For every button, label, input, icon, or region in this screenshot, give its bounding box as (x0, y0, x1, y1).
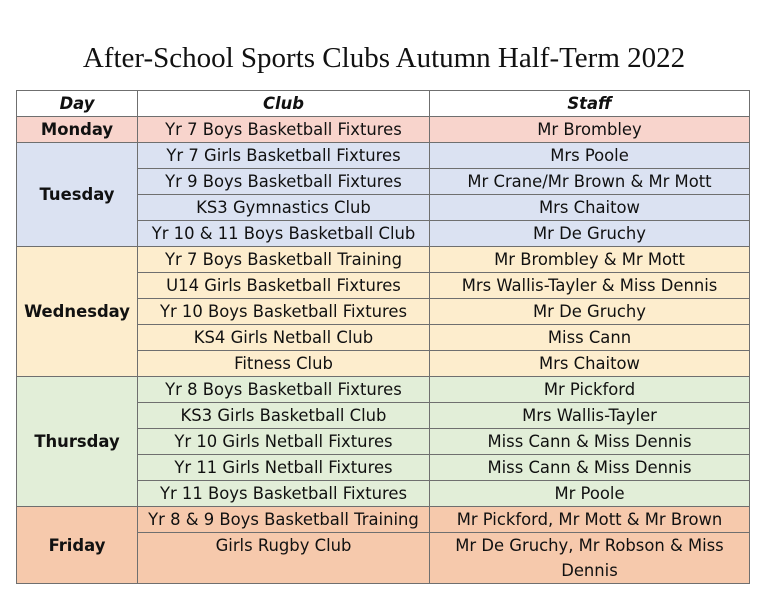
schedule-body (17, 117, 750, 584)
table-row (17, 143, 750, 169)
club-cell: Yr 7 Boys Basketball Training (138, 247, 430, 273)
club-cell: KS4 Girls Netball Club (138, 325, 430, 351)
table-row (17, 117, 750, 143)
club-cell: Yr 8 & 9 Boys Basketball Training (138, 507, 430, 533)
staff-cell: Mr Crane/Mr Brown & Mr Mott (430, 169, 750, 195)
staff-cell: Mr De Gruchy (430, 221, 750, 247)
staff-cell: Mrs Chaitow (430, 195, 750, 221)
club-cell: Yr 11 Girls Netball Fixtures (138, 455, 430, 481)
club-cell: Yr 10 & 11 Boys Basketball Club (138, 221, 430, 247)
club-cell: Fitness Club (138, 351, 430, 377)
schedule-table (16, 90, 750, 584)
table-row (17, 377, 750, 403)
table-row (17, 507, 750, 533)
staff-cell: Mr Pickford (430, 377, 750, 403)
day-cell-thursday: Thursday (17, 377, 138, 507)
header-day: Day (17, 91, 138, 117)
club-cell: Girls Rugby Club (138, 533, 430, 584)
staff-cell: Mrs Poole (430, 143, 750, 169)
day-cell-wednesday: Wednesday (17, 247, 138, 377)
club-cell: KS3 Girls Basketball Club (138, 403, 430, 429)
staff-cell: Mr Poole (430, 481, 750, 507)
club-cell: Yr 11 Boys Basketball Fixtures (138, 481, 430, 507)
club-cell: Yr 10 Boys Basketball Fixtures (138, 299, 430, 325)
header-staff: Staff (430, 91, 750, 117)
club-cell: Yr 8 Boys Basketball Fixtures (138, 377, 430, 403)
club-cell: U14 Girls Basketball Fixtures (138, 273, 430, 299)
club-cell: Yr 10 Girls Netball Fixtures (138, 429, 430, 455)
club-cell: Yr 7 Boys Basketball Fixtures (138, 117, 430, 143)
staff-cell: Mr De Gruchy (430, 299, 750, 325)
staff-cell: Mr Brombley (430, 117, 750, 143)
day-cell-tuesday: Tuesday (17, 143, 138, 247)
staff-cell: Mrs Chaitow (430, 351, 750, 377)
staff-cell: Mrs Wallis-Tayler & Miss Dennis (430, 273, 750, 299)
day-cell-friday: Friday (17, 507, 138, 584)
header-club: Club (138, 91, 430, 117)
staff-cell: Mrs Wallis-Tayler (430, 403, 750, 429)
club-cell: KS3 Gymnastics Club (138, 195, 430, 221)
staff-cell: Mr De Gruchy, Mr Robson & Miss Dennis (430, 533, 750, 584)
staff-cell: Miss Cann & Miss Dennis (430, 429, 750, 455)
header-row (17, 91, 750, 117)
staff-cell: Miss Cann (430, 325, 750, 351)
club-cell: Yr 7 Girls Basketball Fixtures (138, 143, 430, 169)
staff-cell: Miss Cann & Miss Dennis (430, 455, 750, 481)
staff-cell: Mr Pickford, Mr Mott & Mr Brown (430, 507, 750, 533)
day-cell-monday: Monday (17, 117, 138, 143)
page-title: After-School Sports Clubs Autumn Half-Term 2022 (82, 42, 686, 74)
table-row (17, 247, 750, 273)
staff-cell: Mr Brombley & Mr Mott (430, 247, 750, 273)
club-cell: Yr 9 Boys Basketball Fixtures (138, 169, 430, 195)
